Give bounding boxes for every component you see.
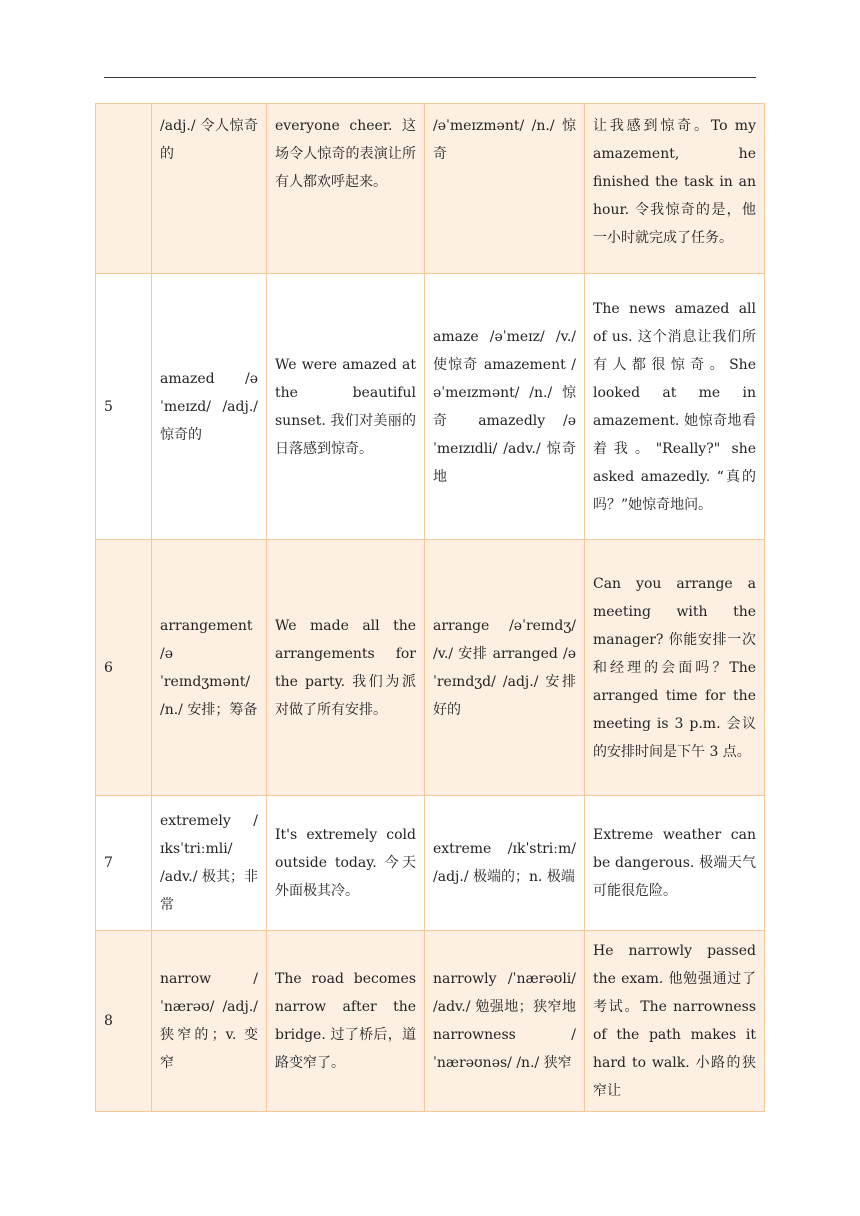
word-cell: amazed /əˈmeɪzd/ /adj./ 惊奇的 <box>152 274 267 540</box>
word-cell: arrangement /əˈreɪndʒmənt/ /n./ 安排；筹备 <box>152 540 267 796</box>
derivatives-cell: /əˈmeɪzmənt/ /n./ 惊奇 <box>425 104 585 274</box>
row-number: 8 <box>96 931 152 1112</box>
example-cell: everyone cheer. 这场令人惊奇的表演让所有人都欢呼起来。 <box>267 104 425 274</box>
derivative-examples-cell: 让我感到惊奇。To my amazement, he finished the task in an hour. 令我惊奇的是，他一小时就完成了任务。 <box>585 104 765 274</box>
table-row <box>96 931 765 1112</box>
word-cell: /adj./ 令人惊奇的 <box>152 104 267 274</box>
row-number: 5 <box>96 274 152 540</box>
example-cell: We were amazed at the beautiful sunset. 我们对美丽的日落感到惊奇。 <box>267 274 425 540</box>
table-row <box>96 104 765 274</box>
table-row <box>96 274 765 540</box>
derivatives-cell: arrange /əˈreɪndʒ/ /v./ 安排 arranged /əˈreɪndʒd/ /adj./ 安排好的 <box>425 540 585 796</box>
vocabulary-table <box>95 103 765 1112</box>
word-cell: extremely /ɪksˈtriːmli/ /adv./ 极其；非常 <box>152 796 267 931</box>
example-cell: We made all the arrangements for the party. 我们为派对做了所有安排。 <box>267 540 425 796</box>
derivative-examples-cell: He narrowly passed the exam. 他勉强通过了考试。The narrowness of the path makes it hard to walk. 小路的狭窄让 <box>585 931 765 1112</box>
header-rule <box>104 77 756 78</box>
table-row <box>96 540 765 796</box>
example-cell: The road becomes narrow after the bridge. 过了桥后，道路变窄了。 <box>267 931 425 1112</box>
derivatives-cell: amaze /əˈmeɪz/ /v./ 使惊奇 amazement /əˈmeɪzmənt/ /n./ 惊 奇 amazedly /əˈmeɪzɪdli/ /adv./ 惊奇地 <box>425 274 585 540</box>
row-number: 7 <box>96 796 152 931</box>
row-number: 6 <box>96 540 152 796</box>
derivative-examples-cell: Can you arrange a meeting with the manager? 你能安排一次和经理的会面吗？The arranged time for the meeting is 3 p.m. 会议的安排时间是下午 3 点。 <box>585 540 765 796</box>
word-cell: narrow /ˈnærəʊ/ /adj./ 狭窄的；v. 变窄 <box>152 931 267 1112</box>
derivative-examples-cell: The news amazed all of us. 这个消息让我们所有人都很惊奇。She looked at me in amazement. 她惊奇地看着我。"Really?" she asked amazedly. “真的吗？”她惊奇地问。 <box>585 274 765 540</box>
table-row <box>96 796 765 931</box>
derivatives-cell: extreme /ɪkˈstriːm/ /adj./ 极端的；n. 极端 <box>425 796 585 931</box>
row-number <box>96 104 152 274</box>
example-cell: It's extremely cold outside today. 今天外面极其冷。 <box>267 796 425 931</box>
derivatives-cell: narrowly /ˈnærəʊli/ /adv./ 勉强地；狭窄地 narrowness /ˈnærəʊnəs/ /n./ 狭窄 <box>425 931 585 1112</box>
derivative-examples-cell: Extreme weather can be dangerous. 极端天气可能很危险。 <box>585 796 765 931</box>
